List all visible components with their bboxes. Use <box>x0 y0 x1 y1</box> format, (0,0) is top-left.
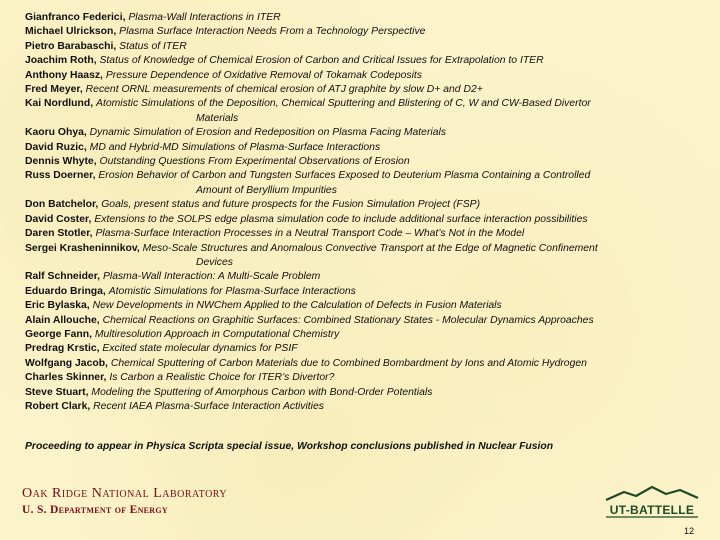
talk-title: Plasma-Wall Interaction: A Multi-Scale Problem <box>102 271 321 283</box>
proceeding-note: Proceeding to appear in Physica Scripta special issue, Workshop conclusions published in Nuclear Fusion <box>25 441 554 452</box>
talk-list <box>25 11 715 414</box>
talk-title: Goals, present status and future prospects for the Fusion Simulation Project (FSP) <box>101 199 481 211</box>
talk-title-continuation: Devices <box>196 256 233 268</box>
talk-author: Dennis Whyte, <box>25 156 97 168</box>
talk-title: Modeling the Sputtering of Amorphous Carbon with Bond-Order Potentials <box>91 386 433 398</box>
talk-entry <box>25 242 715 271</box>
talk-title: Plasma-Surface Interaction Processes in a Neutral Transport Code – What’s Not in the Model <box>95 228 525 240</box>
talk-title: Multiresolution Approach in Computational Chemistry <box>94 328 340 340</box>
talk-title: Meso-Scale Structures and Anomalous Convective Transport at the Edge of Magnetic Confinement <box>142 242 598 254</box>
talk-entry <box>25 357 715 371</box>
talk-author: Wolfgang Jacob, <box>25 357 108 369</box>
talk-entry <box>25 25 715 39</box>
talk-entry <box>25 371 715 385</box>
talk-author: Kai Nordlund, <box>25 98 94 110</box>
talk-author: Eduardo Bringa, <box>25 285 106 297</box>
talk-title: Chemical Sputtering of Carbon Materials due to Combined Bombardment by Ions and Atomic Hydrogen <box>110 357 587 369</box>
talk-title: Is Carbon a Realistic Choice for ITER’s Divertor? <box>109 372 335 384</box>
lab-name: Oak Ridge National Laboratory <box>22 486 228 501</box>
talk-author: Ralf Schneider, <box>25 271 101 283</box>
department-name: U. S. Department of Energy <box>22 504 168 516</box>
talk-entry <box>25 314 715 328</box>
talk-title: Atomistic Simulations for Plasma-Surface Interactions <box>108 285 356 297</box>
talk-title-continuation: Materials <box>196 112 239 124</box>
talk-author: Eric Bylaska, <box>25 300 90 312</box>
talk-title: Atomistic Simulations of the Deposition, Chemical Sputtering and Blistering of C, W and CW-Based Divertor <box>96 98 591 110</box>
talk-entry <box>25 155 715 169</box>
talk-entry <box>25 69 715 83</box>
talk-title: New Developments in NWChem Applied to the Calculation of Defects in Fusion Materials <box>92 300 502 312</box>
talk-author: Daren Stotler, <box>25 228 93 240</box>
talk-entry <box>25 141 715 155</box>
talk-author: Alain Allouche, <box>25 314 100 326</box>
talk-entry <box>25 83 715 97</box>
talk-entry <box>25 11 715 25</box>
talk-author: Pietro Barabaschi, <box>25 40 117 52</box>
talk-title: Dynamic Simulation of Erosion and Redeposition on Plasma Facing Materials <box>89 127 447 139</box>
talk-title: Pressure Dependence of Oxidative Removal of Tokamak Codeposits <box>105 69 422 81</box>
ornl-footer <box>22 486 227 518</box>
talk-entry <box>25 126 715 140</box>
talk-title: Excited state molecular dynamics for PSIF <box>102 343 298 355</box>
talk-author: Robert Clark, <box>25 400 91 412</box>
talk-author: Don Batchelor, <box>25 199 99 211</box>
talk-title: MD and Hybrid-MD Simulations of Plasma-Surface Interactions <box>89 141 381 153</box>
talk-title: Status of Knowledge of Chemical Erosion of Carbon and Critical Issues for Extrapolation to ITER <box>99 55 544 67</box>
talk-entry <box>25 400 715 414</box>
talk-author: Kaoru Ohya, <box>25 127 87 139</box>
talk-author: Anthony Haasz, <box>25 69 103 81</box>
talk-title: Extensions to the SOLPS edge plasma simulation code to include additional surface interaction possibilities <box>94 213 588 225</box>
talk-entry <box>25 386 715 400</box>
talk-title: Chemical Reactions on Graphitic Surfaces: Combined Stationary States - Molecular Dynamics Approaches <box>102 314 594 326</box>
talk-entry <box>25 198 715 212</box>
talk-title: Recent ORNL measurements of chemical erosion of ATJ graphite by slow D+ and D2+ <box>85 84 483 96</box>
talk-author: Steve Stuart, <box>25 386 89 398</box>
talk-author: Fred Meyer, <box>25 84 83 96</box>
talk-entry <box>25 270 715 284</box>
talk-author: Gianfranco Federici, <box>25 12 126 23</box>
page-number: 12 <box>683 526 694 536</box>
logo-text: UT-BATTELLE <box>609 503 695 517</box>
talk-author: Michael Ulrickson, <box>25 26 117 38</box>
talk-author: Joachim Roth, <box>25 55 97 67</box>
talk-author: David Ruzic, <box>25 141 87 153</box>
talk-entry <box>25 169 715 198</box>
talk-title: Outstanding Questions From Experimental Observations of Erosion <box>99 156 410 168</box>
talk-author: David Coster, <box>25 213 92 225</box>
talk-title: Erosion Behavior of Carbon and Tungsten Surfaces Exposed to Deuterium Plasma Containing a Controlled <box>98 170 591 182</box>
talk-entry <box>25 342 715 356</box>
talk-title: Plasma-Wall Interactions in ITER <box>128 12 281 23</box>
talk-author: Sergei Krasheninnikov, <box>25 242 140 254</box>
talk-entry <box>25 299 715 313</box>
talk-author: George Fann, <box>25 328 92 340</box>
talk-entry <box>25 213 715 227</box>
talk-title: Recent IAEA Plasma-Surface Interaction Activities <box>93 400 324 412</box>
talk-title: Status of ITER <box>119 40 187 52</box>
talk-entry <box>25 54 715 68</box>
talk-author: Charles Skinner, <box>25 372 107 384</box>
talk-entry <box>25 285 715 299</box>
talk-entry <box>25 40 715 54</box>
talk-title-continuation: Amount of Beryllium Impurities <box>196 184 337 196</box>
talk-entry <box>25 97 715 126</box>
talk-author: Russ Doerner, <box>25 170 96 182</box>
talk-entry <box>25 328 715 342</box>
talk-title: Plasma Surface Interaction Needs From a Technology Perspective <box>119 26 426 38</box>
talk-author: Predrag Krstic, <box>25 343 100 355</box>
talk-entry <box>25 227 715 241</box>
